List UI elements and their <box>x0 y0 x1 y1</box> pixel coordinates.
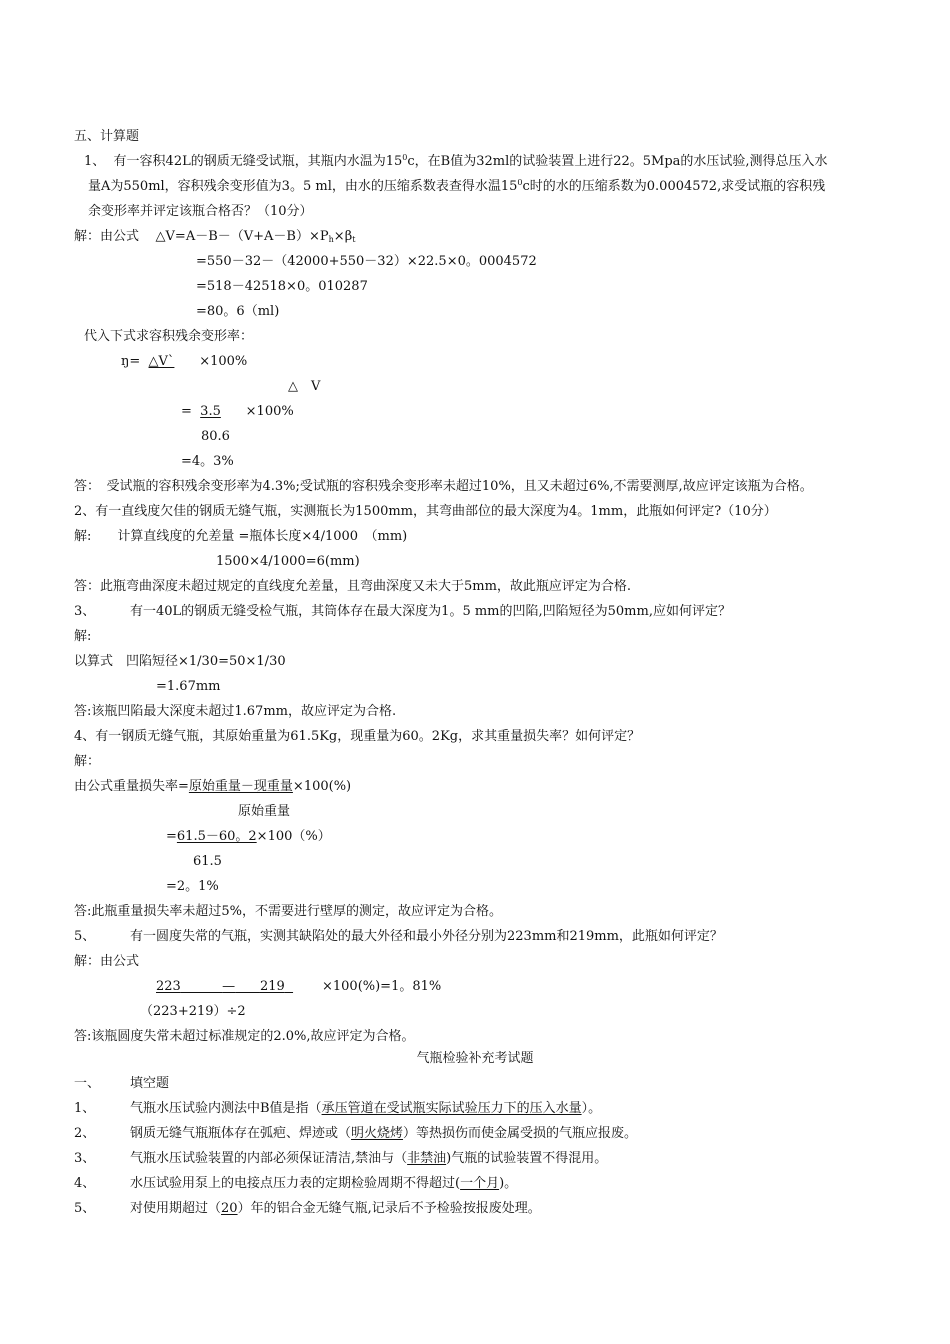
formula-text: △V=A－B－（V+A－B）×P <box>155 229 329 244</box>
supplement-title: 气瓶检验补充考试题 <box>416 1051 534 1066</box>
fill-item-number: 5、 <box>74 1201 96 1216</box>
q5-text: 有一圆度失常的气瓶，实测其缺陷处的最大外径和最小外径分别为223mm和219mm，此瓶如何评定？ <box>130 929 723 944</box>
q4-answer: 答:此瓶重量损失率未超过5%，不需要进行壁厚的测定，故应评定为合格。 <box>74 904 503 919</box>
fraction-denominator: 原始重量 <box>238 804 291 819</box>
solution-label: 解：由公式 <box>74 229 140 244</box>
q1-answer: 答： 受试瓶的容积残余变形率为4.3%;受试瓶的容积残余变形率未超过10%，且又未超过6%,不需要测厚,故应评定该瓶为合格。 <box>74 479 813 494</box>
fraction-denominator: 61.5 <box>193 854 222 869</box>
formula-text: 由公式重量损失率= <box>74 779 189 794</box>
q1-text-c: 量A为550ml，容积残余变形值为3。5 ml，由水的压缩系数表查得水温15 <box>88 179 518 194</box>
eq-fraction: = 3.5 ×100% <box>181 404 294 419</box>
fill-answer: 承压管道在受试瓶实际试验压力下的压入水量 <box>321 1101 582 1116</box>
q1-step1: =550－32－（42000+550－32）×22.5×0。0004572 <box>196 254 537 269</box>
q3-number: 3、 <box>74 604 96 619</box>
q4-text: 4、有一钢质无缝气瓶，其原始重量为61.5Kg，现重量为60。2Kg，求其重量损失率？如何评定？ <box>74 729 641 744</box>
q3-answer: 答:该瓶凹陷最大深度未超过1.67mm，故应评定为合格. <box>74 704 397 719</box>
q4-calc <box>166 828 331 846</box>
q3-line <box>74 603 95 621</box>
fraction-denominator: （223+219）÷2 <box>140 1004 246 1019</box>
fill-item: 对使用期超过（20）年的铝合金无缝气瓶,记录后不予检验按报废处理。 <box>130 1201 541 1216</box>
fill-item: 钢质无缝气瓶瓶体存在弧疤、焊迹或（明火烧烤）等热损伤而使金属受损的气瓶应报废。 <box>130 1126 638 1141</box>
formula-text: ×100(%) <box>292 779 352 794</box>
fill-item: 气瓶水压试验装置的内部必须保证清洁,禁油与（非禁油)气瓶的试验装置不得混用。 <box>130 1151 608 1166</box>
section-title: 五、计算题 <box>74 129 140 144</box>
fill-item-number: 1、 <box>74 1101 96 1116</box>
q1-step2: =518－42518×0。010287 <box>196 279 368 294</box>
q5-answer: 答:该瓶圆度失常未超过标准规定的2.0%,故应评定为合格。 <box>74 1029 415 1044</box>
fill-answer: 20 <box>221 1201 238 1216</box>
q1-text-a: 有一容积42L的钢质无缝受试瓶，其瓶内水温为15 <box>113 154 403 169</box>
q3-calc1: 以算式 凹陷短径×1/30=50×1/30 <box>74 654 286 669</box>
q5-solution: 解：由公式 <box>74 954 140 969</box>
formula-text: ×β <box>333 229 353 244</box>
fraction-numerator: 61.5－60。2 <box>176 829 257 844</box>
fill-answer: 一个月 <box>460 1176 500 1191</box>
q2-solution: 解: 计算直线度的允差量 =瓶体长度×4/1000 （mm) <box>74 529 408 544</box>
q1-line2 <box>88 178 825 196</box>
fraction-numerator: 3.5 <box>200 404 221 419</box>
q2-text: 2、有一直线度欠佳的钢质无缝气瓶，实测瓶长为1500mm，其弯曲部位的最大深度为4。1mm，此瓶如何评定?（10分） <box>74 504 777 519</box>
q1-sub-text: 代入下式求容积残余变形率： <box>84 329 254 344</box>
times-100: ×100% <box>199 354 248 369</box>
q1-line1 <box>84 153 828 171</box>
fill-item: 水压试验用泵上的电接点压力表的定期检验周期不得超过(一个月)。 <box>130 1176 518 1191</box>
q3-solution: 解: <box>74 629 92 644</box>
q1-text-d: c时的水的压缩系数为0.0004572,求受试瓶的容积残 <box>522 179 826 194</box>
supplement-section-title: 填空题 <box>130 1076 170 1091</box>
degree-mark: 0 <box>517 178 523 187</box>
fraction-numerator: △V` <box>148 354 175 369</box>
q1-line3: 余变形率并评定该瓶合格否？（10分） <box>88 204 313 219</box>
subscript: t <box>352 235 356 244</box>
equals-sign: = <box>166 829 177 844</box>
q3-text: 有一40L的钢质无缝受检气瓶，其筒体存在最大深度为1。5 mm的凹陷,凹陷短径为50mm,应如何评定？ <box>130 604 731 619</box>
q2-calc: 1500×4/1000=6(mm) <box>216 554 360 569</box>
q4-solution: 解： <box>74 754 101 769</box>
formula-text: ×100(%)=1。81% <box>321 979 442 994</box>
degree-mark: 0 <box>402 153 408 162</box>
q3-calc2: =1.67mm <box>156 679 221 694</box>
fill-answer: 非禁油 <box>407 1151 447 1166</box>
fill-item: 气瓶水压试验内测法中B值是指（承压管道在受试瓶实际试验压力下的压入水量）。 <box>130 1101 602 1116</box>
q5-formula <box>156 978 441 996</box>
supplement-section-number: 一、 <box>74 1076 101 1091</box>
q1-text-b: c，在B值为32ml的试验装置上进行22。5Mpa的水压试验,测得总压入水 <box>407 154 828 169</box>
fraction-numerator: 223 — 219 <box>156 979 285 994</box>
subscript: h <box>328 235 334 244</box>
q1-solution-formula <box>74 228 355 246</box>
q4-result: =2。1% <box>166 879 219 894</box>
q5-number: 5、 <box>74 929 96 944</box>
q4-formula <box>74 778 351 796</box>
q1-result: =4。3% <box>181 454 234 469</box>
fraction-denominator: 80.6 <box>201 429 230 444</box>
fill-item-number: 2、 <box>74 1126 96 1141</box>
eta-formula <box>121 353 247 371</box>
q2-answer: 答：此瓶弯曲深度未超过规定的直线度允差量，且弯曲深度又未大于5mm，故此瓶应评定为合格. <box>74 579 632 594</box>
fraction-numerator: 原始重量－现重量 <box>188 779 293 794</box>
fill-answer: 明火烧烤 <box>351 1126 404 1141</box>
fraction-denominator: △ V <box>288 379 321 394</box>
formula-text: ×100（%） <box>256 829 331 844</box>
q1-number: 1、 <box>84 154 106 169</box>
eta-symbol: ŋ= <box>121 354 141 369</box>
q1-step3: =80。6（ml) <box>196 304 280 319</box>
fill-item-number: 3、 <box>74 1151 96 1166</box>
fill-item-number: 4、 <box>74 1176 96 1191</box>
times-100: ×100% <box>245 404 294 419</box>
